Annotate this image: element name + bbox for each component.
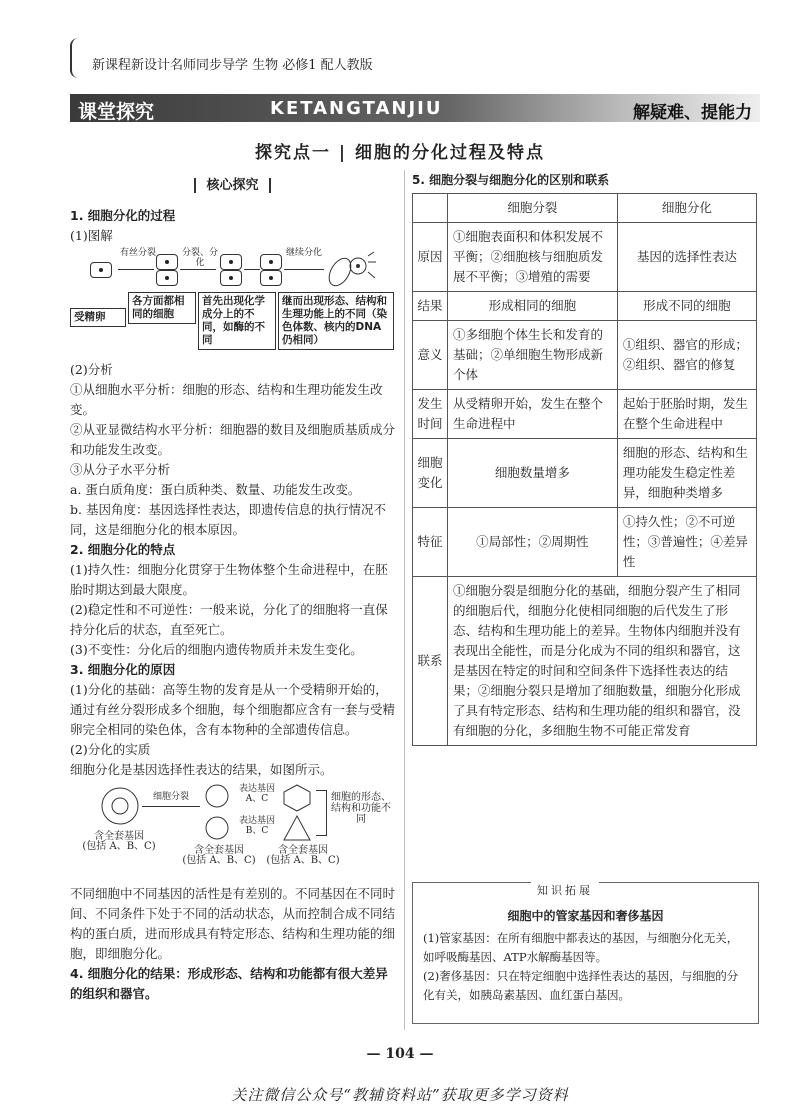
expr1-genes: A、C — [245, 794, 269, 804]
cell-differentiation: 形成不同的细胞 — [617, 292, 756, 321]
expr2-label: 表达基因 — [238, 816, 275, 826]
division-arrow — [142, 806, 200, 807]
comparison-table — [412, 193, 757, 746]
cell-differentiation: ①持久性；②不可逆性；③普遍性；④差异性 — [617, 508, 756, 577]
core-heading — [70, 176, 395, 196]
arrow-4 — [284, 269, 324, 270]
link-cell: ①细胞分裂是细胞分化的基础，细胞分裂产生了相同的细胞后代，细胞分化使相同细胞的后代发生了形态、结构和生理功能上的差异。生物体内细胞并没有表现出全能性，而是分化成为不同的组织和器官，这是基因在特定的时间和空间条件下选择性表达的结果；②细胞分裂只是增加了细胞数量，细胞分化形成了具有特定形态、结构和生理功能的组织和器官，没有细胞的分化，多细胞生物不可能正常发育 — [448, 577, 757, 746]
cell-division: ①多细胞个体生长和发育的基础；②单细胞生物形成新个体 — [448, 321, 618, 390]
step1-label: 有丝分裂 — [120, 248, 157, 258]
cell-division: 形成相同的细胞 — [448, 292, 618, 321]
cell-division: ①局部性；②周期性 — [448, 508, 618, 577]
band-title: 课堂探究 — [78, 101, 155, 123]
cell-c-icon — [220, 254, 242, 270]
caption-1b: (包括 A、B、C) — [82, 841, 156, 852]
section-title: 探究点一 | 细胞的分化过程及特点 — [254, 143, 546, 163]
col-header-division: 细胞分裂 — [448, 194, 618, 223]
section-band — [70, 94, 760, 122]
heading-3: 3. 细胞分化的原因 — [70, 662, 176, 677]
analysis-3: ③从分子水平分析 — [70, 462, 171, 477]
extension-title: 细胞中的管家基因和奢侈基因 — [507, 909, 664, 923]
result-label: 细胞的形态、结构和功能不同 — [331, 792, 391, 825]
analysis-3a: a. 蛋白质角度：蛋白质种类、数量、功能发生改变。 — [70, 482, 361, 497]
caption-3: 含全套基因 — [278, 845, 328, 856]
core-heading-text: 核心探究 — [194, 178, 270, 193]
extension-body — [423, 929, 748, 1005]
table-row — [413, 439, 757, 508]
analysis-2: ②从亚显微结构水平分析：细胞器的数目及细胞质基质成分和功能发生改变。 — [70, 422, 396, 457]
cell-b-icon — [156, 270, 178, 286]
expr1-label: 表达基因 — [238, 784, 275, 794]
row-header: 联系 — [413, 577, 448, 746]
arrow-2 — [180, 269, 216, 270]
step3-label: 继续分化 — [285, 248, 322, 258]
feature-3: (3)不变性：分化后的细胞内遗传物质并未发生变化。 — [70, 642, 363, 657]
corner-cell — [413, 194, 448, 223]
table-row — [413, 508, 757, 577]
cell-f-icon — [260, 270, 282, 286]
feature-1: (1)持久性：细胞分化贯穿于生物体整个生命进程中，在胚胎时期达到最大限度。 — [70, 562, 388, 597]
stem-cell-icon — [100, 786, 140, 826]
caption-2b: (包括 A、B、C) — [182, 855, 256, 866]
subheading-diagram: (1)图解 — [70, 228, 113, 243]
step2-label: 分裂、分化 — [181, 248, 218, 268]
heading-1: 1. 细胞分化的过程 — [70, 208, 176, 223]
gene-activity-text: 不同细胞中不同基因的活性是有差别的。不同基因在不同时间、不同条件下处于不同的活动状态，从而控制合成不同结构的蛋白质，进而形成具有特定形态、结构和生理功能的细胞，即细胞分化。 — [70, 886, 396, 961]
box-structure-difference: 继而出现形态、结构和生理功能上的不同（染色体数、核内的DNA仍相同） — [278, 292, 394, 350]
division-label: 细胞分裂 — [152, 792, 189, 802]
table-title: 5. 细胞分裂与细胞分化的区别和联系 — [412, 173, 610, 187]
box-zygote: 受精卵 — [70, 308, 126, 327]
table-row — [413, 292, 757, 321]
arrow-1 — [118, 269, 154, 270]
gene-expression-diagram — [70, 784, 395, 880]
extension-tag: 知识拓展 — [531, 882, 599, 898]
specialized-cells-icon — [328, 248, 378, 290]
row-header: 结果 — [413, 292, 448, 321]
reason-2: (2)分化的实质 — [70, 742, 151, 757]
feature-2: (2)稳定性和不可逆性：一般来说，分化了的细胞将一直保持分化后的状态，直至死亡。 — [70, 602, 388, 637]
box-same-cells: 各方面都相同的细胞 — [128, 292, 196, 324]
cell-division: ①细胞表面积和体积发展不平衡；②细胞核与细胞质发展不平衡；③增殖的需要 — [448, 223, 618, 292]
cell-differentiation: 细胞的形态、结构和生理功能发生稳定性差异，细胞种类增多 — [617, 439, 756, 508]
differentiated-cells-icon — [282, 784, 312, 844]
cell-a-icon — [156, 254, 178, 270]
analysis-1: ①从细胞水平分析：细胞的形态、结构和生理功能发生改变。 — [70, 382, 383, 417]
caption-3b: (包括 A、B、C) — [266, 855, 340, 866]
analysis-3b: b. 基因角度：基因选择性表达，即遗传信息的执行情况不同，这是细胞分化的根本原因。 — [70, 502, 386, 537]
table-row-link — [413, 577, 757, 746]
row-header: 特征 — [413, 508, 448, 577]
reason-1: (1)分化的基础：高等生物的发育是从一个受精卵开始的，通过有丝分裂形成多个细胞，每个细胞都应含有一套与受精卵完全相同的染色体，含有本物种的全部遗传信息。 — [70, 682, 396, 737]
band-slogan: 解疑难、提能力 — [633, 103, 752, 123]
book-header: 新课程新设计名师同步导学 生物 必修1 配人教版 — [92, 58, 373, 73]
row-header: 发生时间 — [413, 390, 448, 439]
box-chemical-difference: 首先出现化学成分上的不同，如酶的不同 — [198, 292, 276, 350]
cell-differentiation: ①组织、器官的形成；②组织、器官的修复 — [617, 321, 756, 390]
cell-differentiation: 起始于胚胎时期，发生在整个生命进程中 — [617, 390, 756, 439]
band-pinyin: KETANGTANJIU — [270, 98, 443, 119]
cell-differentiation: 基因的选择性表达 — [617, 223, 756, 292]
zygote-cell-icon — [90, 262, 112, 278]
left-column — [70, 172, 395, 1004]
row-header: 原因 — [413, 223, 448, 292]
cell-division: 细胞数量增多 — [448, 439, 618, 508]
table-header-row — [413, 194, 757, 223]
footer-note: 关注微信公众号“教辅资料站”获取更多学习资料 — [231, 1086, 569, 1104]
knowledge-extension-box — [412, 882, 759, 1024]
col-header-differentiation: 细胞分化 — [617, 194, 756, 223]
header-bracket — [70, 38, 80, 78]
differentiation-diagram — [70, 248, 395, 356]
expr2-genes: B、C — [245, 826, 269, 836]
cell-d-icon — [220, 270, 242, 286]
heading-2: 2. 细胞分化的特点 — [70, 542, 176, 557]
column-divider — [404, 170, 405, 1030]
subheading-analysis: (2)分析 — [70, 362, 113, 377]
table-row — [413, 390, 757, 439]
extension-para-1: (1)管家基因：在所有细胞中都表达的基因，与细胞分化无关，如呼吸酶基因、ATP水解酶基因等。 — [423, 931, 739, 964]
right-column — [412, 170, 757, 746]
extension-para-2: (2)奢侈基因：只在特定细胞中选择性表达的基因，与细胞的分化有关，如胰岛素基因、血红蛋白基因。 — [423, 969, 739, 1002]
caption-2: 含全套基因 — [194, 845, 244, 856]
reason-2-text: 细胞分化是基因选择性表达的结果，如图所示。 — [70, 762, 333, 777]
arrow-3 — [244, 269, 260, 270]
page-number: — 104 — — [366, 1046, 434, 1062]
daughter-cells-icon — [202, 784, 232, 844]
table-row — [413, 223, 757, 292]
caption-1: 含全套基因 — [94, 831, 144, 842]
row-header: 意义 — [413, 321, 448, 390]
heading-4: 4. 细胞分化的结果：形成形态、结构和功能都有很大差异的组织和器官。 — [70, 966, 388, 1001]
row-header: 细胞变化 — [413, 439, 448, 508]
table-row — [413, 321, 757, 390]
bracket — [316, 790, 327, 836]
cell-division: 从受精卵开始，发生在整个生命进程中 — [448, 390, 618, 439]
cell-e-icon — [260, 254, 282, 270]
